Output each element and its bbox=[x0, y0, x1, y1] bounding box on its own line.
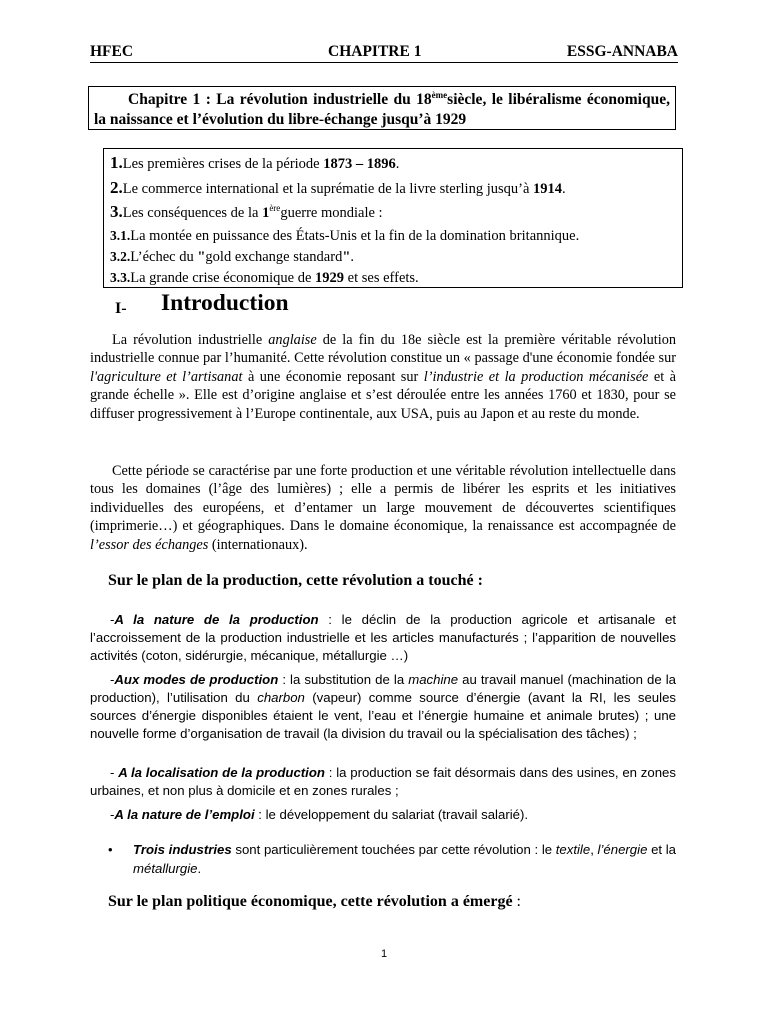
toc-text: Le commerce international et la suprématie de la livre sterling jusqu’à bbox=[122, 180, 534, 197]
toc-text-2: guerre mondiale : bbox=[280, 205, 383, 221]
section-roman-numeral: I- bbox=[115, 300, 127, 317]
header-center: CHAPITRE 1 bbox=[328, 43, 422, 60]
toc-item-2 bbox=[110, 176, 676, 201]
dash: - bbox=[110, 672, 115, 687]
toc-bold: 1873 – 1896 bbox=[323, 156, 396, 172]
toc-quote-open: " bbox=[197, 248, 206, 265]
paragraph-intro-2 bbox=[90, 462, 676, 554]
item-label: A la localisation de la production bbox=[118, 765, 325, 780]
toc-text: Les premières crises de la période bbox=[122, 156, 324, 172]
text: : la production se fait désormais dans des usines, en zones urbaines, et non plus à domicile et en zones rurales ; bbox=[90, 765, 676, 798]
toc-text: La montée en puissance des États-Unis et la fin de la domination britannique. bbox=[130, 227, 580, 244]
text: et à grande échelle ». Elle est d’origine anglaise et s’est déroulée entre les années 1760 et 1830, pour se diffuser progressivement à l’Europe continentale, aux USA, puis au Japon et au reste du monde. bbox=[90, 368, 677, 422]
toc-item-1 bbox=[110, 151, 676, 176]
dash: - bbox=[110, 612, 115, 627]
text: La révolution industrielle bbox=[112, 332, 269, 348]
toc-subitem-3-3 bbox=[110, 267, 676, 288]
text: de la fin du 18e siècle est la première véritable révolution industrielle connue par l’humanité. Cette révolution constitue un « passage d'une économie fondée sur bbox=[90, 332, 676, 367]
dash: - bbox=[110, 807, 115, 822]
text-italic: métallurgie bbox=[133, 861, 198, 876]
toc-num: 3.2. bbox=[110, 248, 131, 264]
text: : le développement du salariat (travail salarié). bbox=[254, 807, 529, 822]
item-emploi bbox=[90, 806, 676, 824]
title-part1: Chapitre 1 : La révolution industrielle du 18 bbox=[128, 91, 432, 108]
toc-text-2: gold exchange standard bbox=[205, 248, 343, 265]
header-right: ESSG-ANNABA bbox=[566, 43, 678, 60]
text-italic: l’industrie et la production mécanisée bbox=[423, 368, 649, 385]
title-sup: ème bbox=[431, 90, 448, 100]
toc-subitem-3-2 bbox=[110, 246, 676, 267]
text: et la bbox=[647, 842, 677, 857]
bullet-text bbox=[133, 840, 676, 878]
toc-num: 3.1. bbox=[110, 227, 131, 243]
text: au travail manuel (machination de la production), l’utilisation du bbox=[90, 672, 677, 705]
paragraph-intro-1 bbox=[90, 331, 676, 423]
table-of-contents bbox=[103, 148, 683, 288]
heading-text: Sur le plan politique économique, cette révolution a émergé bbox=[108, 893, 513, 910]
dash: - bbox=[110, 765, 119, 780]
toc-num: 3.3. bbox=[110, 269, 131, 285]
text-italic: l'agriculture et l’artisanat bbox=[90, 368, 243, 385]
text-italic: machine bbox=[408, 672, 459, 687]
header-left: HFEC bbox=[90, 43, 134, 60]
text: : le déclin de la production agricole et artisanale et l’accroissement de la production industrielle et les articles manufacturés ; l’apparition de nouvelles activités (coton, sidérurgie, mécanique, métallurgie …) bbox=[90, 612, 676, 663]
chapter-title-box bbox=[88, 86, 676, 130]
toc-text: La grande crise économique de bbox=[130, 269, 316, 286]
title-part2: siècle, le libéralisme économique, la naissance et l’évolution du libre-échange jusqu’à 1929 bbox=[94, 91, 670, 128]
toc-bold: 1914 bbox=[533, 180, 563, 197]
item-localisation bbox=[90, 764, 676, 800]
toc-end: . bbox=[562, 180, 566, 197]
item-modes-production bbox=[90, 671, 676, 743]
bullet-trois-industries bbox=[108, 840, 676, 878]
text-italic: charbon bbox=[257, 690, 305, 705]
text-italic: anglaise bbox=[268, 332, 317, 348]
page-header bbox=[90, 40, 678, 63]
text: . bbox=[197, 861, 202, 876]
toc-num: 3. bbox=[110, 202, 123, 221]
item-label: A la nature de l’emploi bbox=[114, 807, 255, 822]
heading-politique bbox=[108, 893, 521, 911]
text: à une économie reposant sur bbox=[242, 368, 424, 385]
heading-production: Sur le plan de la production, cette révolution a touché : bbox=[108, 572, 483, 589]
toc-end: . bbox=[395, 156, 400, 172]
text: (vapeur) comme source d’énergie (avant la RI, les seules sources d’énergie disponibles étaient le vent, l’eau et l’énergie humaine et animale brutes) ; une nouvelle forme d’organisation de travail (la division du travail ou la spécialisation des tâches) ; bbox=[90, 690, 676, 741]
toc-bold: 1 bbox=[262, 205, 270, 221]
item-label: Aux modes de production bbox=[114, 672, 279, 687]
page-number: 1 bbox=[380, 948, 388, 960]
text: (internationaux). bbox=[208, 536, 308, 553]
toc-quote-close: " bbox=[342, 248, 351, 265]
item-label: Trois industries bbox=[133, 842, 232, 857]
item-label: A la nature de la production bbox=[114, 612, 319, 627]
bullet-icon: • bbox=[108, 842, 113, 857]
toc-subitem-3-1 bbox=[110, 225, 676, 246]
toc-text: Les conséquences de la bbox=[122, 205, 263, 221]
text-italic: textile bbox=[555, 842, 591, 857]
text: Cette période se caractérise par une forte production et une véritable révolution intellectuelle dans tous les domaines (l’âge des lumières) ; elle a permis de libérer les esprits et les initiatives individuelles des européens, et d’entamer un large mouvement de découvertes scientifiques (imprimerie…) et géographiques. Dans le domaine économique, la renaissance est accompagnée de bbox=[90, 463, 676, 535]
toc-text: L’échec du bbox=[130, 248, 198, 265]
text-italic: l’essor des échanges bbox=[90, 536, 209, 553]
toc-text-2: et ses effets. bbox=[344, 269, 419, 286]
toc-sup: ère bbox=[269, 203, 281, 213]
text: sont particulièrement touchées par cette révolution : le bbox=[231, 842, 556, 857]
toc-num: 1. bbox=[110, 153, 123, 172]
toc-bold: 1929 bbox=[315, 269, 345, 286]
section-title: Introduction bbox=[161, 290, 289, 316]
text: , bbox=[590, 842, 598, 857]
toc-item-3 bbox=[110, 200, 676, 225]
toc-num: 2. bbox=[110, 177, 123, 197]
text-italic: l’énergie bbox=[597, 842, 648, 857]
item-nature-production bbox=[90, 611, 676, 665]
heading-tail: : bbox=[512, 893, 521, 910]
text: : la substitution de la bbox=[278, 672, 409, 687]
toc-end: . bbox=[350, 248, 355, 265]
